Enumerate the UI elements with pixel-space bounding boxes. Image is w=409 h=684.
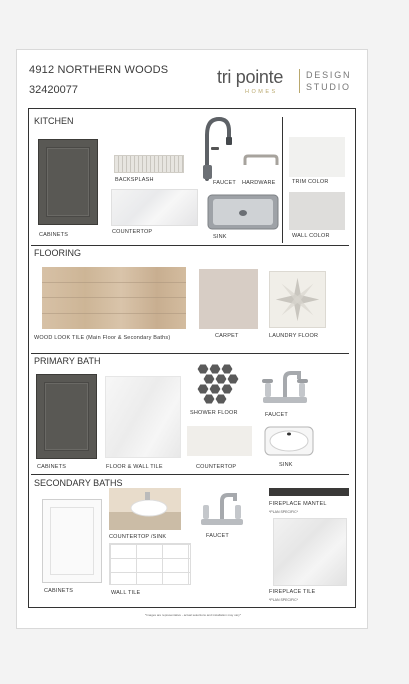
logo-divider <box>299 69 300 93</box>
trim-color-swatch <box>289 137 345 177</box>
primary-faucet-icon <box>259 367 311 407</box>
primary-countertop-label: COUNTERTOP <box>196 464 237 470</box>
primary-secondary-divider <box>31 474 349 475</box>
shower-floor-hex-tile-icon <box>192 362 244 406</box>
secondary-countertop-sink-icon <box>109 488 181 530</box>
kitchen-sink-label: SINK <box>213 234 227 240</box>
kitchen-title: KITCHEN <box>34 116 74 126</box>
kitchen-paint-divider <box>282 117 283 243</box>
logo-design: DESIGN <box>306 70 352 80</box>
wall-color-label: WALL COLOR <box>292 233 330 239</box>
kitchen-sink-icon <box>207 194 279 230</box>
kitchen-countertop-swatch <box>111 189 198 226</box>
laundry-floor-star-tile-icon <box>269 271 326 328</box>
wood-look-tile-swatch <box>42 267 186 329</box>
disclaimer-footnote: *Images are representative - actual selections and installation may vary* <box>145 613 241 617</box>
secondary-cabinets-label: CABINETS <box>44 588 74 594</box>
primary-countertop-swatch <box>187 426 252 456</box>
secondary-faucet-label: FAUCET <box>206 533 229 539</box>
flooring-primary-divider <box>31 353 349 354</box>
hardware-label: HARDWARE <box>242 180 276 186</box>
wall-color-swatch <box>289 192 345 230</box>
shower-floor-label: SHOWER FLOOR <box>190 410 238 416</box>
secondary-wall-tile-label: WALL TILE <box>111 590 141 596</box>
fireplace-tile-note: *PLAN SPECIFIC* <box>269 598 298 602</box>
home-address: 4912 NORTHERN WOODS <box>29 64 169 76</box>
primary-floor-wall-tile-swatch <box>105 376 181 458</box>
secondary-cabinet-swatch <box>42 499 102 583</box>
primary-faucet-label: FAUCET <box>265 412 288 418</box>
secondary-baths-title: SECONDARY BATHS <box>34 478 123 488</box>
secondary-wall-tile-swatch <box>109 543 191 585</box>
fireplace-mantel-note: *PLAN SPECIFIC* <box>269 510 298 514</box>
kitchen-cabinet-swatch <box>38 139 98 225</box>
kitchen-flooring-divider <box>31 245 349 246</box>
lot-number: 32420077 <box>29 84 78 96</box>
secondary-faucet-icon <box>197 489 247 529</box>
kitchen-cabinets-label: CABINETS <box>39 232 69 238</box>
flooring-title: FLOORING <box>34 248 82 258</box>
fireplace-mantel-swatch <box>269 488 349 496</box>
secondary-countertop-sink-label: COUNTERTOP /SINK <box>109 534 167 540</box>
kitchen-countertop-label: COUNTERTOP <box>112 229 153 235</box>
primary-cabinets-label: CABINETS <box>37 464 67 470</box>
primary-cabinet-swatch <box>36 374 97 459</box>
backsplash-swatch <box>114 155 184 173</box>
kitchen-faucet-icon <box>197 115 233 181</box>
laundry-floor-label: LAUNDRY FLOOR <box>269 333 319 339</box>
tri-pointe-design-studio-logo <box>217 67 357 97</box>
carpet-label: CARPET <box>215 333 239 339</box>
trim-color-label: TRIM COLOR <box>292 179 329 185</box>
selections-board <box>28 108 356 608</box>
cabinet-pull-hardware-icon <box>241 153 281 167</box>
fireplace-mantel-label: FIREPLACE MANTEL <box>269 501 327 507</box>
logo-studio: STUDIO <box>306 82 351 92</box>
backsplash-label: BACKSPLASH <box>115 177 154 183</box>
primary-sink-label: SINK <box>279 462 293 468</box>
primary-floor-wall-tile-label: FLOOR & WALL TILE <box>106 464 163 470</box>
fireplace-tile-swatch <box>273 518 347 586</box>
design-selection-sheet <box>16 49 368 629</box>
carpet-swatch <box>199 269 258 329</box>
logo-brand: tri pointe <box>217 67 284 87</box>
primary-sink-icon <box>264 426 314 456</box>
logo-homes: HOMES <box>245 89 278 95</box>
fireplace-tile-label: FIREPLACE TILE <box>269 589 316 595</box>
primary-bath-title: PRIMARY BATH <box>34 356 101 366</box>
kitchen-faucet-label: FAUCET <box>213 180 236 186</box>
wood-look-tile-label: WOOD LOOK TILE (Main Floor & Secondary Baths) <box>34 335 171 341</box>
